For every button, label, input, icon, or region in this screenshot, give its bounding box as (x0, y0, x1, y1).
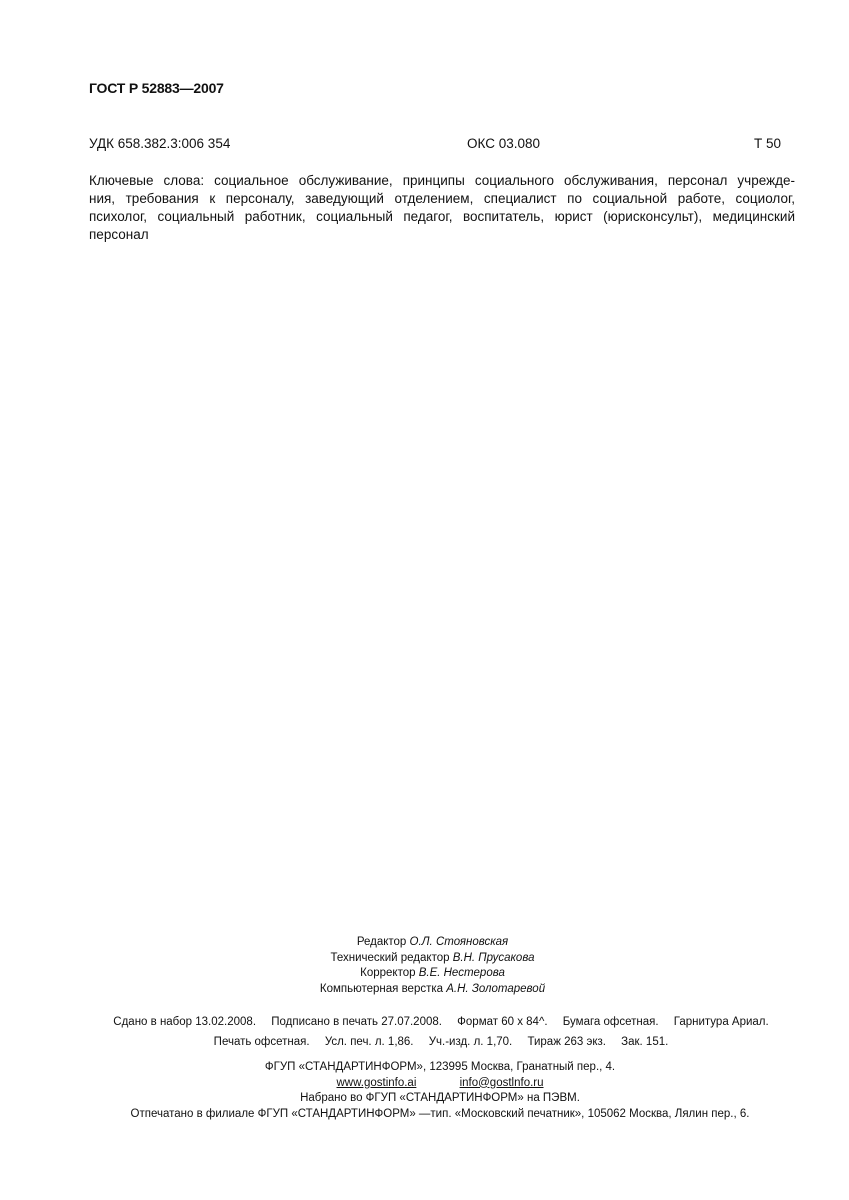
keywords-line: Ключевые слова: социальное обслуживание, принципы социального обслуживания, персонал учрежде- (89, 173, 795, 188)
layout-name: А.Н. Золотаревой (446, 982, 546, 995)
t-code: Т 50 (753, 136, 781, 151)
layout-role: Компьютерная верстка (319, 982, 444, 995)
print-info-item: Гарнитура Ариал. (673, 1016, 769, 1028)
udk-code: УДК 658.382.3:006 354 (89, 136, 231, 151)
keywords-line: ния, требования к персоналу, заведующий отделением, специалист по социальной работе, социолог, (89, 191, 795, 206)
print-info-item: Тираж 263 экз. (527, 1036, 606, 1048)
print-info-item: Бумага офсетная. (562, 1016, 659, 1028)
print-info-item: Подписано в печать 27.07.2008. (271, 1016, 442, 1028)
tech-editor-name: В.Н. Прусакова (452, 951, 535, 964)
tech-editor-role: Технический редактор (330, 951, 450, 964)
publisher-block (100, 1060, 780, 1122)
print-info-item: Уч.-изд. л. 1,70. (428, 1036, 513, 1048)
editor-name: О.Л. Стояновская (409, 936, 509, 948)
typeset-note: Набрано во ФГУП «СТАНДАРТИНФОРМ» на ПЭВМ. (300, 1092, 580, 1104)
printed-note: Отпечатано в филиале ФГУП «СТАНДАРТИНФОРМ» —тип. «Московский печатник», 105062 Москва, Лялин пер., 6. (130, 1107, 750, 1120)
editor-credit (200, 935, 665, 951)
print-info-item: Сдано в набор 13.02.2008. (113, 1016, 257, 1028)
print-info-item: Печать офсетная. (213, 1036, 310, 1048)
editor-role: Редактор (356, 936, 407, 948)
print-info-item: Формат 60 х 84^. (457, 1016, 548, 1028)
print-info-row (97, 1032, 785, 1052)
credits-block (200, 935, 665, 997)
print-info-item: Усл. печ. л. 1,86. (324, 1036, 414, 1048)
publisher-links (100, 1076, 780, 1092)
email-link[interactable]: info@gostlnfo.ru (459, 1076, 544, 1089)
print-info-item: Зак. 151. (621, 1036, 669, 1048)
corrector-role: Корректор (360, 967, 416, 979)
keywords-line: психолог, социальный работник, социальный педагог, воспитатель, юрист (юрисконсульт), медицинский (89, 209, 795, 224)
corrector-name: В.Е. Нестерова (418, 967, 505, 979)
keywords-paragraph (89, 172, 795, 244)
oks-code: ОКС 03.080 (467, 136, 541, 151)
website-link[interactable]: www.gostinfo.ai (336, 1076, 417, 1089)
keywords-line: персонал (89, 227, 149, 242)
standard-title: ГОСТ Р 52883—2007 (89, 80, 224, 96)
layout-credit (200, 982, 665, 998)
tech-editor-credit (200, 951, 665, 967)
print-info-row (97, 1012, 785, 1032)
classification-codes (89, 136, 781, 154)
print-info (97, 1012, 785, 1052)
publisher-address: ФГУП «СТАНДАРТИНФОРМ», 123995 Москва, Гранатный пер., 4. (264, 1061, 616, 1073)
corrector-credit (200, 966, 665, 982)
